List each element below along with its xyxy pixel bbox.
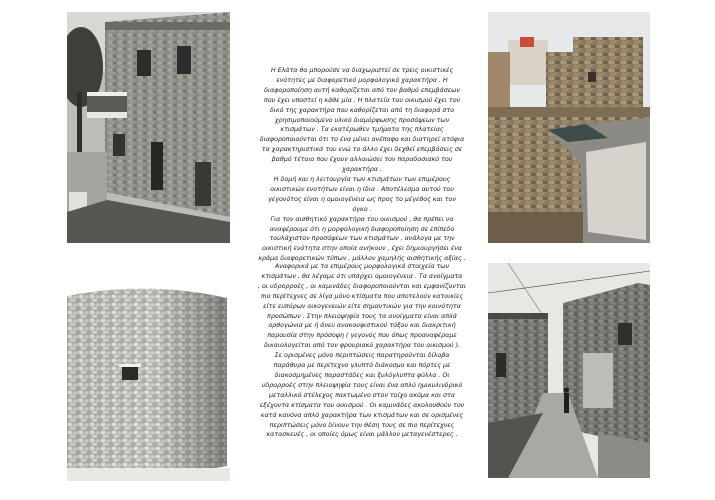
text-line: κράμα διαφορετικών τύπων , μάλλον χαμηλής αισθητικής αξίας .: [258, 254, 466, 263]
photo-stone-house-street: [67, 12, 230, 243]
text-line: γεγονότος είναι η ομοιογένεια ως προς το μέγεθος και τον: [268, 194, 456, 203]
text-line: προσώπων . Στην πλειοψηφία τους τα ανοίγματα είναι απλά: [267, 311, 457, 320]
text-block-settlement-description: [246, 66, 478, 264]
text-line: Αναφορικά με τα επιμέρους μορφολογικά στοιχεία των: [274, 262, 450, 270]
text-line: δικαιολογείται από τον φρουριακό χαρακτήρα του οικισμού ).: [264, 341, 460, 350]
text-line: παρουσία στην πρόσοψη ( γεγονός που όπως προαναφέραμε: [267, 331, 457, 340]
text-line: διαφοροποιούνται ότι το ένα μένει ανέπαφο και διατηρεί ατόφια: [259, 135, 465, 144]
text-line: παράθυρα με περίτεχνο γλυπτό διάκοσμο και πόρτες με: [273, 361, 451, 370]
text-line: κτισμάτων , θα λέγαμε ότι υπάρχει ομοιογένεια . Τα ανοίγματα: [261, 271, 463, 280]
text-line: υδρορροές στην πλειοψηφία τους είναι ένα απλό ημικυλινδρικό: [261, 380, 463, 389]
morphology-paragraph: [246, 351, 478, 440]
text-line: εξέχοντα κτίσματα του οικισμού . Οι καμινάδες ακολουθούν τον: [259, 400, 465, 409]
text-block-morphological-elements: [246, 262, 478, 440]
settlement-paragraph: [246, 66, 478, 175]
text-line: μεταλλικό στέλεχος πακτωμένο στον τοίχο ακόμα και στα: [268, 390, 456, 399]
text-line: πιο περίτεχνες σε λίγα μόνο κτίσματα που αποτελούν κατοικίες: [260, 291, 464, 300]
text-line: που έχει υποστεί η κάθε μία . Η πλατεία του οικισμού έχει τον: [263, 95, 461, 104]
text-line: ενότητες με διαφορετικό μορφολογικό χαρακτήρα . Η: [276, 75, 448, 84]
morphology-paragraph: [246, 262, 478, 351]
text-line: ορθογώνια με ή άνευ ανακουφιστικού τόξου και διακριτική: [268, 321, 456, 330]
text-line: Η Ελάτα θα μπορούσε να διαχωριστεί σε τρεις οικιστικές: [270, 66, 454, 74]
text-line: είτε ευπόρων οικογενειών είτε σημαντικών για την κοινότητα: [263, 301, 461, 310]
text-line: τουλάχιστον προσόψεων των κτισμάτων , ανάλογα με την: [269, 234, 455, 243]
text-line: βαθμό τέτοιο που έχουν αλλοιώσει τον παραδοσιακό του: [271, 155, 453, 164]
text-line: χρησιμοποιούμενο υλικό διαμόρφωσης προσόψεων των: [274, 115, 450, 124]
text-line: χαρακτήρα .: [342, 165, 382, 174]
text-line: δικό της χαρακτήρα που καθορίζεται από τη διαφορά στο: [269, 105, 455, 114]
text-line: διαφοροποίηση αυτή καθορίζεται από τον βαθμό επεμβάσεων: [264, 85, 460, 94]
text-line: όγκο .: [352, 204, 372, 213]
text-line: αναφέρουμε ότι η μορφολογική διαφοροποίηση σε επίπεδο: [269, 224, 455, 233]
text-line: κατά κανόνα απλό χαρακτήρα των κτισμάτων και σε ορισμένες: [260, 410, 464, 419]
text-line: , οι υδρορροές , οι καμινάδες διαφοροποιούνται και εμφανίζονται: [258, 281, 466, 290]
photo-stone-courtyard: [488, 12, 650, 243]
text-line: Η δομή και η λειτουργία των κτισμάτων των επιμέρους: [273, 174, 451, 183]
settlement-paragraph: [246, 215, 478, 265]
text-line: κτισμάτων . Τα εκατέρωθεν τμήματα της πλατείας: [280, 125, 444, 134]
text-line: Σε ορισμένες μόνο περιπτώσεις παρατηρούνται δίλοβα: [274, 351, 450, 360]
text-line: οικιστικών ενοτήτων είναι η ίδια . Αποτέλεσμα αυτού του: [270, 184, 454, 193]
text-line: κατασκευές , οι οποίες όμως είναι μάλλον μεταγενέστερες .: [266, 430, 458, 439]
text-line: Για τον αισθητικό χαρακτήρα του οικισμού , θα πρέπει να: [270, 214, 454, 223]
text-line: διακοσμημένες παραστάδες και ξυλόγλυπτα φύλλα . Οι: [274, 370, 450, 379]
text-line: οικιστική ενότητα στην οποία ανήκουν , έχει δημιουργήσει ένα: [262, 244, 462, 253]
text-line: τα χαρακτηριστικά του ενώ το άλλο έχει δεχθεί επεμβάσεις σε: [261, 145, 463, 154]
settlement-paragraph: [246, 175, 478, 215]
photo-stone-tower: [67, 286, 230, 481]
text-line: περιπτώσεις μόνο δίνουν την θέση τους σε πιο περίτεχνες: [269, 420, 455, 429]
photo-stone-alley: [488, 263, 650, 478]
